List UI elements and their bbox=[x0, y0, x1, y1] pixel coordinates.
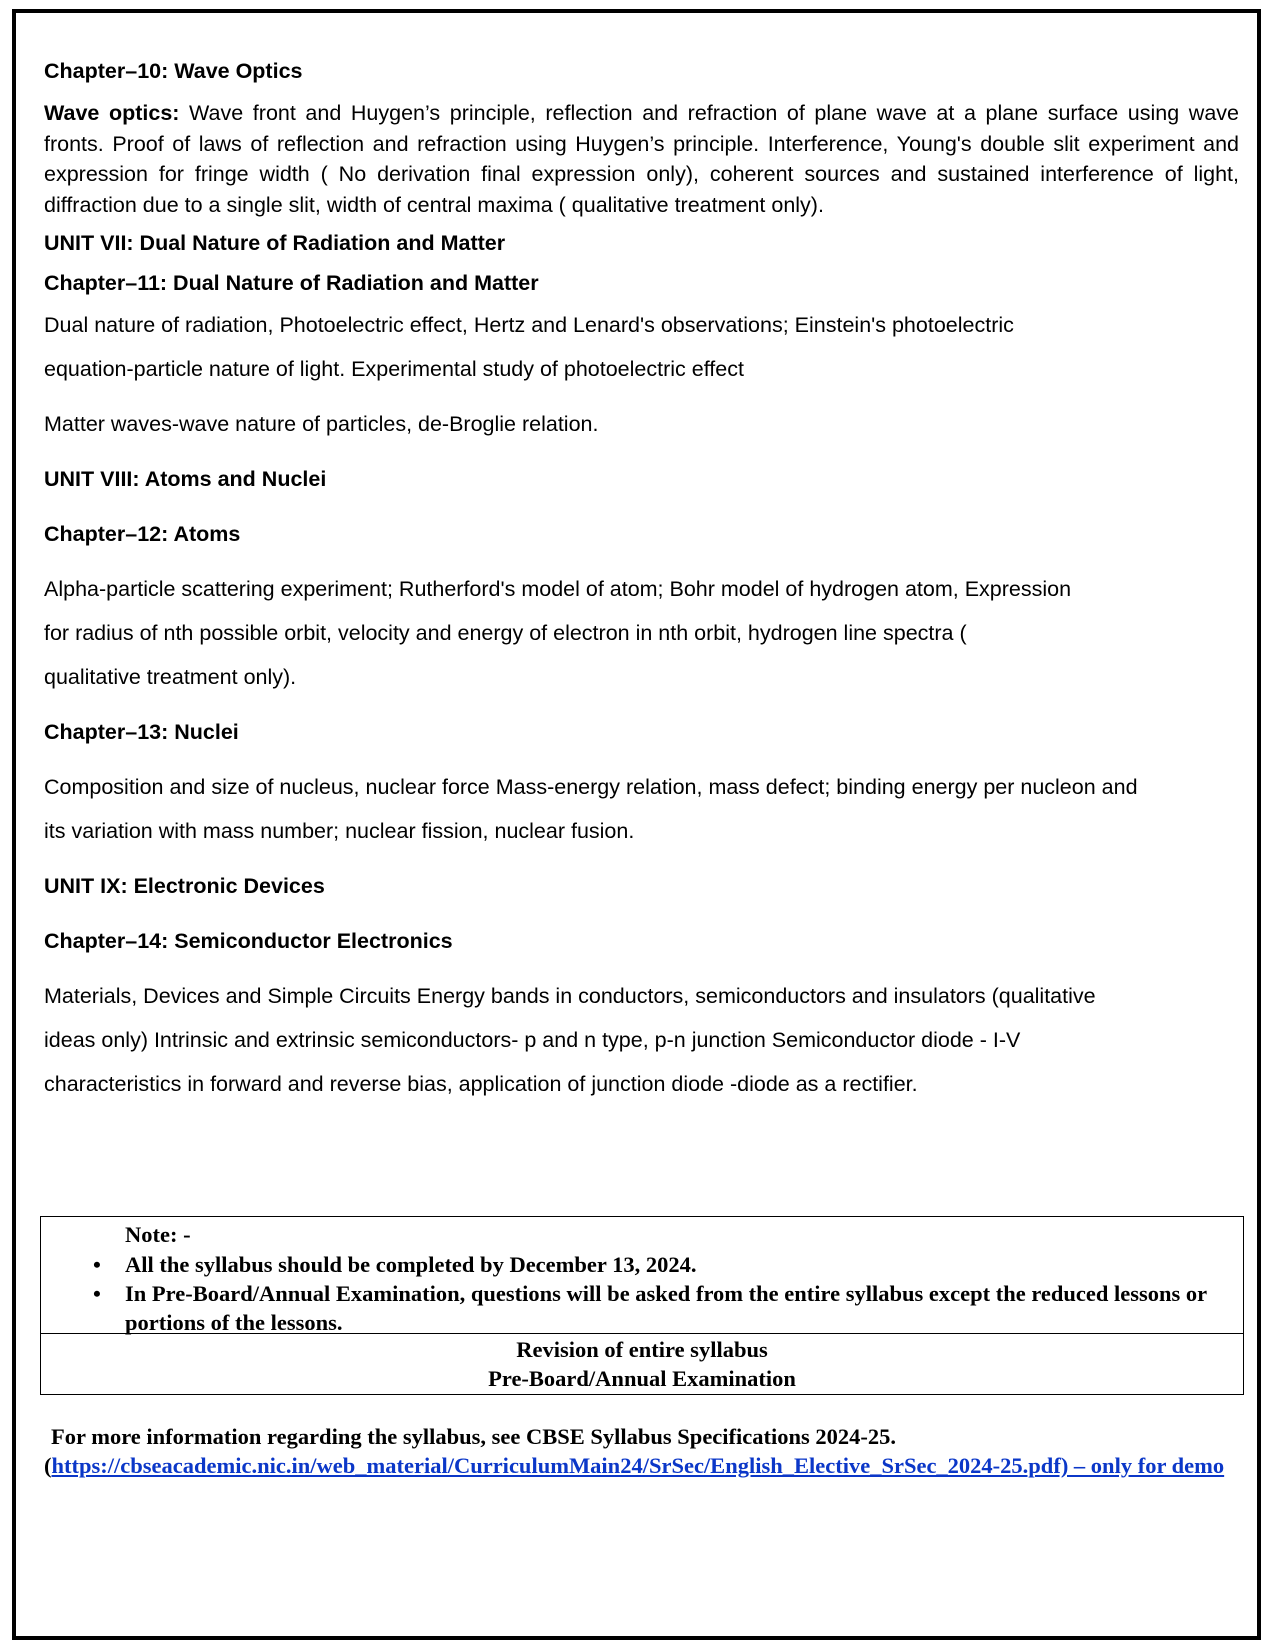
more-info-intro: For more information regarding the syllabus, see CBSE Syllabus Specifications 2024-25. bbox=[51, 1424, 897, 1449]
chapter-12-line-3: qualitative treatment only). bbox=[44, 665, 297, 689]
bullet-dot-icon: • bbox=[93, 1252, 101, 1277]
note-bullet-1-text: All the syllabus should be completed by December 13, 2024. bbox=[125, 1252, 697, 1277]
note-bullet-2-text: In Pre-Board/Annual Examination, questions will be asked from the entire syllabus except the reduced lessons or portions of the lessons. bbox=[125, 1281, 1207, 1335]
bullet-dot-icon: • bbox=[93, 1281, 101, 1306]
chapter-14-line-3: characteristics in forward and reverse bias, application of junction diode -diode as a rectifier. bbox=[44, 1072, 918, 1096]
note-divider bbox=[41, 1333, 1243, 1334]
unit-8-title: UNIT VIII: Atoms and Nuclei bbox=[44, 467, 327, 491]
chapter-13-title: Chapter–13: Nuclei bbox=[44, 720, 239, 744]
note-box bbox=[40, 1216, 1244, 1395]
revision-line-2: Pre-Board/Annual Examination bbox=[488, 1366, 796, 1391]
chapter-10-title: Chapter–10: Wave Optics bbox=[44, 59, 303, 83]
chapter-13-line-1: Composition and size of nucleus, nuclear force Mass-energy relation, mass defect; binding energy per nucleon and bbox=[44, 775, 1138, 799]
chapter-11-line-3: Matter waves-wave nature of particles, de-Broglie relation. bbox=[44, 412, 599, 436]
chapter-12-title: Chapter–12: Atoms bbox=[44, 522, 241, 546]
chapter-11-line-1: Dual nature of radiation, Photoelectric effect, Hertz and Lenard's observations; Einstein's photoelectric bbox=[44, 313, 1014, 337]
chapter-14-line-2: ideas only) Intrinsic and extrinsic semiconductors- p and n type, p-n junction Semiconductor diode - I-V bbox=[44, 1028, 1021, 1052]
chapter-14-title: Chapter–14: Semiconductor Electronics bbox=[44, 929, 453, 953]
chapter-10-lead: Wave optics: bbox=[44, 101, 180, 125]
chapter-11-line-2: equation-particle nature of light. Experimental study of photoelectric effect bbox=[44, 357, 744, 381]
chapter-13-line-2: its variation with mass number; nuclear fission, nuclear fusion. bbox=[44, 819, 635, 843]
open-paren: ( bbox=[44, 1453, 52, 1478]
chapter-12-line-2: for radius of nth possible orbit, velocity and energy of electron in nth orbit, hydrogen line spectra ( bbox=[44, 621, 967, 645]
unit-9-title: UNIT IX: Electronic Devices bbox=[44, 874, 325, 898]
chapter-14-line-1: Materials, Devices and Simple Circuits Energy bands in conductors, semiconductors and insulators (qualitative bbox=[44, 984, 1096, 1008]
chapter-12-line-1: Alpha-particle scattering experiment; Rutherford's model of atom; Bohr model of hydrogen atom, Expression bbox=[44, 577, 1072, 601]
more-info bbox=[44, 1422, 1254, 1480]
more-info-link-line bbox=[44, 1451, 1254, 1480]
syllabus-content bbox=[44, 56, 1239, 1099]
chapter-10-paragraph bbox=[44, 98, 1239, 220]
chapter-11-title: Chapter–11: Dual Nature of Radiation and Matter bbox=[44, 271, 539, 295]
revision-line-1: Revision of entire syllabus bbox=[516, 1337, 768, 1362]
syllabus-link[interactable]: https://cbseacademic.nic.in/web_material/CurriculumMain24/SrSec/English_Elective_SrSec_2024-25.pdf) – only for demo bbox=[51, 1453, 1225, 1478]
note-title: Note: - bbox=[125, 1222, 191, 1247]
chapter-10-body: Wave front and Huygen’s principle, reflection and refraction of plane wave at a plane surface using wave fronts. Proof of laws of reflection and refraction using Huygen’s principle. Interference, Young's double slit experiment and expression for fringe width ( No derivation final expression only), coherent sources and sustained interference of light, diffraction due to a single slit, width of central maxima ( qualitative treatment only). bbox=[44, 101, 1239, 217]
note-bullet-2 bbox=[41, 1279, 1221, 1337]
note-bullets bbox=[41, 1250, 1221, 1337]
revision-block bbox=[41, 1335, 1243, 1393]
unit-7-title: UNIT VII: Dual Nature of Radiation and Matter bbox=[44, 231, 506, 255]
note-bullet-1 bbox=[41, 1250, 1221, 1279]
